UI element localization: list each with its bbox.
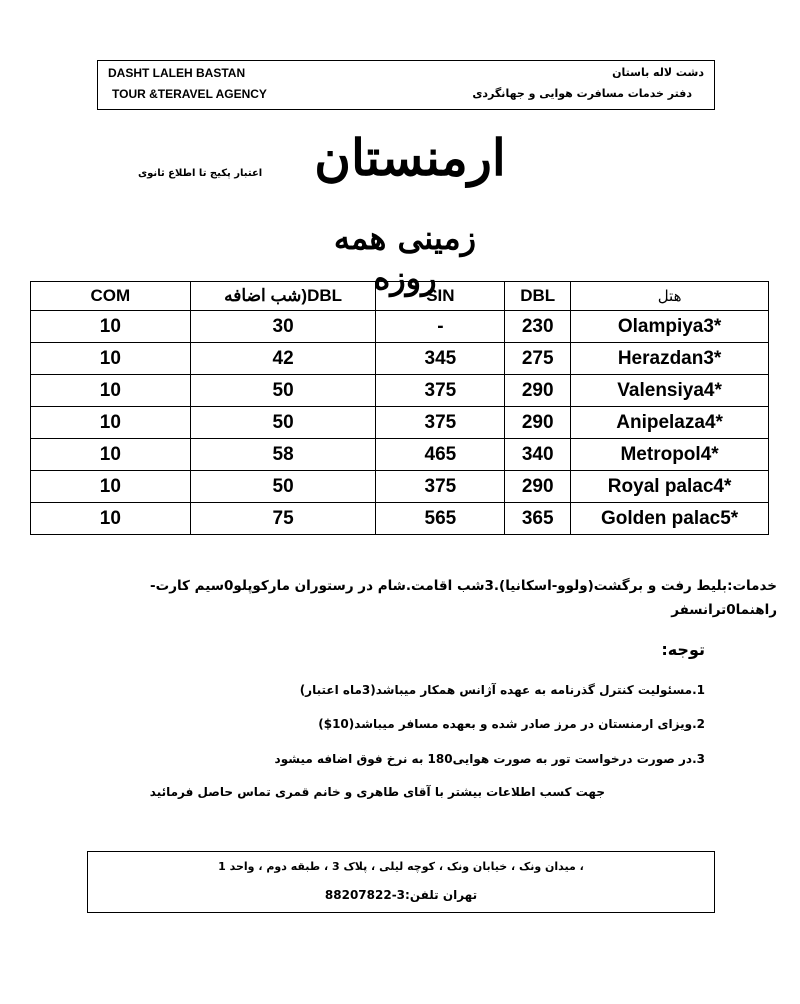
services-line-1: خدمات:بلیط رفت و برگشت(ولوو-اسکانیا).3شب اقامت.شام در رستوران مارکوپلو0سیم کارت- [150, 578, 777, 594]
agency-type-en: TOUR &TERAVEL AGENCY [112, 87, 267, 101]
table-header-row [31, 282, 769, 311]
cell-com: 10 [31, 311, 191, 343]
cell-com: 10 [31, 407, 191, 439]
table-row [31, 439, 769, 471]
notes-title: توجه: [661, 640, 705, 659]
cell-extra: 42 [190, 343, 376, 375]
address-box [87, 851, 715, 913]
package-validity: اعتبار پکیج تا اطلاع ثانوی [138, 168, 263, 179]
cell-com: 10 [31, 375, 191, 407]
cell-extra: 75 [190, 503, 376, 535]
header-extra-night: DBL(شب اضافه [190, 282, 376, 311]
cell-com: 10 [31, 471, 191, 503]
cell-hotel: Metropol4* [571, 439, 769, 471]
page-title: ارمنستان [314, 128, 506, 187]
cell-extra: 50 [190, 471, 376, 503]
agency-name-en: DASHT LALEH BASTAN [108, 66, 246, 80]
cell-sin: 375 [376, 471, 505, 503]
cell-hotel: Valensiya4* [571, 375, 769, 407]
table-row [31, 471, 769, 503]
header-sin: SIN [376, 282, 505, 311]
cell-com: 10 [31, 439, 191, 471]
page-subtitle: زمینی همه روزه [333, 219, 477, 297]
cell-sin: 375 [376, 407, 505, 439]
cell-com: 10 [31, 503, 191, 535]
address-line: ، میدان ونک ، خیابان ونک ، کوچه لیلی ، پلاک 3 ، طبقه دوم ، واحد 1 [218, 860, 584, 873]
note-item: 2.ویزای ارمنستان در مرز صادر شده و بعهده مسافر میباشد(10$) [318, 717, 705, 731]
contact-line: جهت کسب اطلاعات بیشتر با آقای طاهری و خانم قمری تماس حاصل فرمائید [149, 785, 605, 799]
cell-extra: 30 [190, 311, 376, 343]
cell-extra: 58 [190, 439, 376, 471]
cell-hotel: Anipelaza4* [571, 407, 769, 439]
cell-dbl: 290 [505, 407, 571, 439]
cell-extra: 50 [190, 407, 376, 439]
table-row [31, 375, 769, 407]
cell-hotel: Golden palac5* [571, 503, 769, 535]
table-row [31, 311, 769, 343]
agency-name-fa: دشت لاله باستان [612, 66, 704, 79]
services-text [37, 574, 777, 622]
cell-dbl: 340 [505, 439, 571, 471]
cell-extra: 50 [190, 375, 376, 407]
cell-hotel: Olampiya3* [571, 311, 769, 343]
table-row [31, 343, 769, 375]
table-row [31, 503, 769, 535]
cell-hotel: Royal palac4* [571, 471, 769, 503]
cell-dbl: 365 [505, 503, 571, 535]
cell-dbl: 290 [505, 471, 571, 503]
cell-sin: 345 [376, 343, 505, 375]
phone-line: تهران تلفن:3-88207822 [324, 888, 478, 902]
header-dbl: DBL [505, 282, 571, 311]
header-com: COM [31, 282, 191, 311]
cell-sin: 565 [376, 503, 505, 535]
cell-sin: - [376, 311, 505, 343]
note-item: 3.در صورت درخواست تور به صورت هوایی180 به نرخ فوق اضافه میشود [274, 752, 705, 766]
table-row [31, 407, 769, 439]
cell-dbl: 275 [505, 343, 571, 375]
agency-header [97, 60, 715, 110]
header-hotel: هتل [571, 282, 769, 311]
note-item: 1.مسئولیت کنترل گذرنامه به عهده آژانس همکار میباشد(3ماه اعتبار) [299, 683, 705, 697]
cell-dbl: 230 [505, 311, 571, 343]
price-table [30, 281, 769, 535]
cell-com: 10 [31, 343, 191, 375]
services-line-2: راهنما0ترانسفر [671, 602, 777, 618]
cell-sin: 465 [376, 439, 505, 471]
cell-sin: 375 [376, 375, 505, 407]
cell-hotel: Herazdan3* [571, 343, 769, 375]
agency-type-fa: دفتر خدمات مسافرت هوایی و جهانگردی [472, 87, 692, 100]
cell-dbl: 290 [505, 375, 571, 407]
